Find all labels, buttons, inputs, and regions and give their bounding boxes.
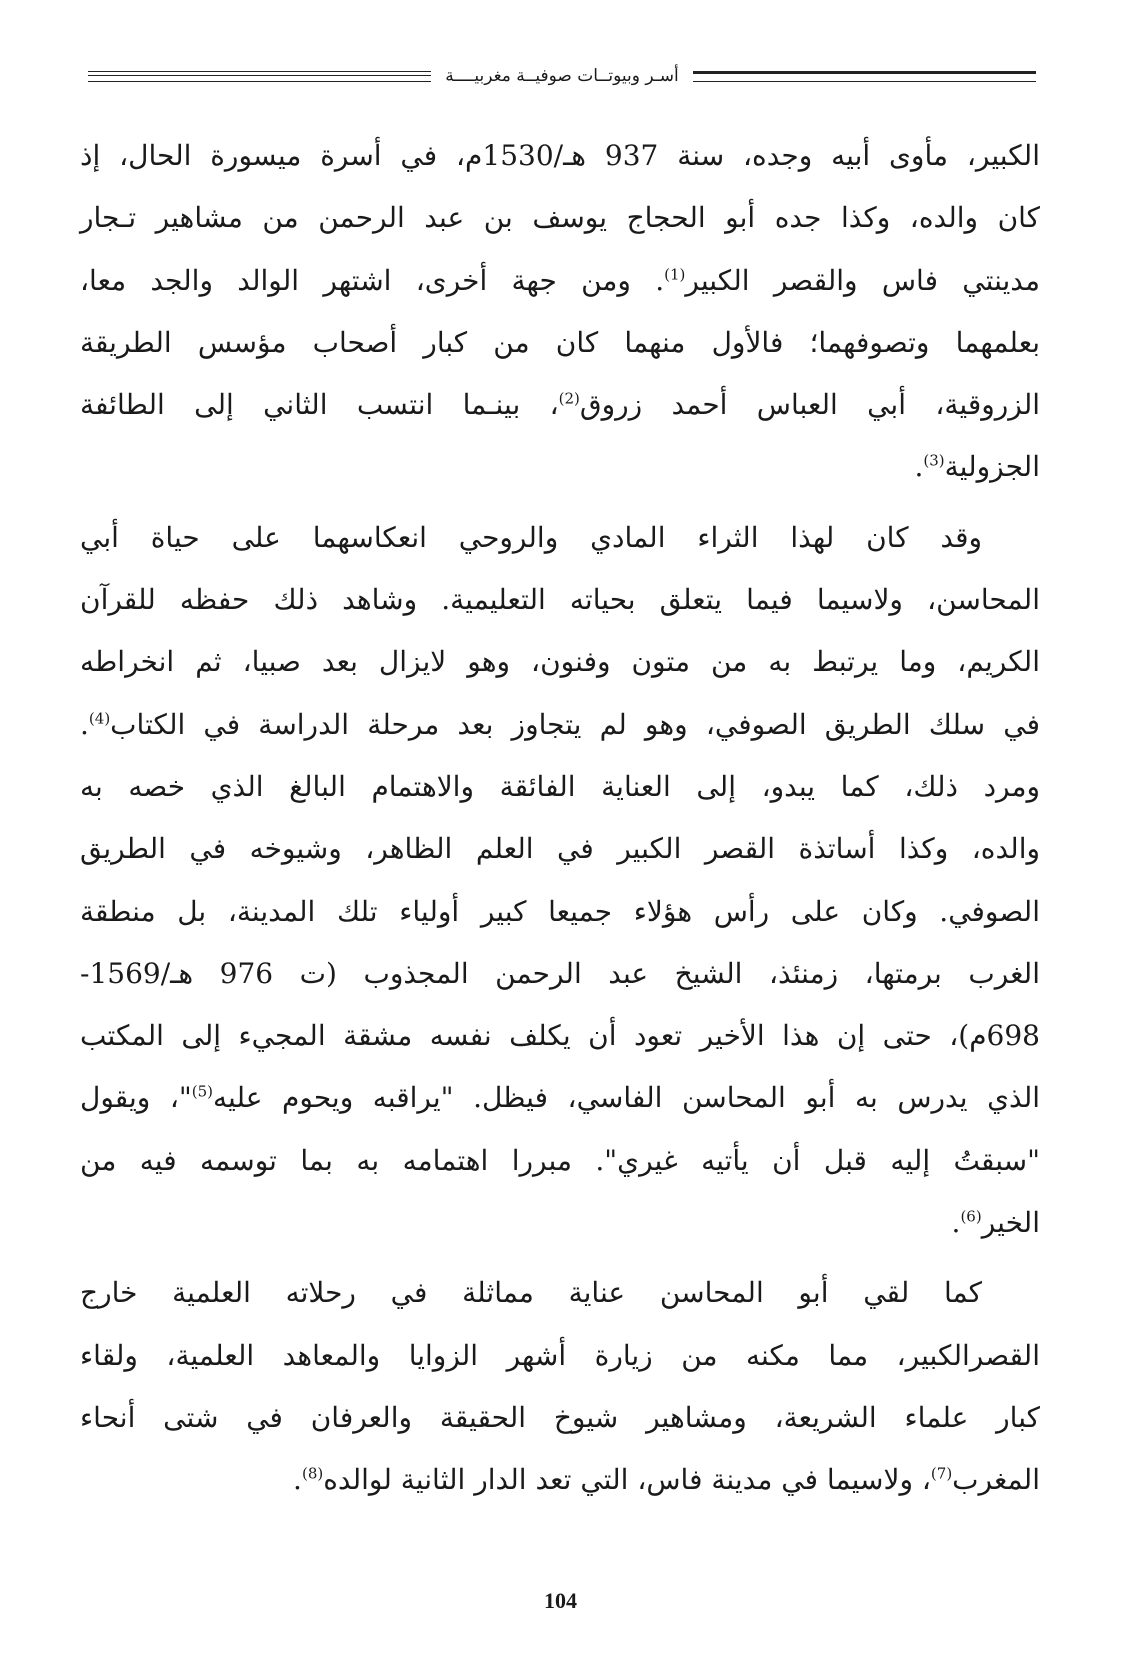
footnote-marker: (7)	[930, 1464, 953, 1483]
text-line: الزروقية، أبي العباس أحمد زروق$^{(2)}$، بينـما انتسب الثاني إلى الطائفة	[80, 388, 1040, 422]
paragraph-3	[80, 1262, 1040, 1511]
text-line: الصوفي. وكان على رأس هؤلاء جميعا كبير أولياء تلك المدينة، بل منطقة	[80, 894, 1040, 928]
text-line: بعلمهما وتصوفهما؛ فالأول منهما كان من كبار أصحاب مؤسس الطريقة	[80, 325, 1040, 359]
text-line: كان والده، وكذا جده أبو الحجاج يوسف بن عبد الرحمن من مشاهير تـجار	[80, 201, 1040, 235]
footnote-marker: (6)	[960, 1207, 982, 1226]
text-line: كما لقي أبو المحاسن عناية مماثلة في رحلاته العلمية خارج	[80, 1276, 982, 1310]
text-line: الكبير، مأوى أبيه وجده، سنة 937 هـ/1530م، في أسرة ميسورة الحال، إذ	[80, 139, 1040, 172]
paragraph-1	[80, 125, 1040, 499]
text-line: مدينتي فاس والقصر الكبير$^{(1)}$. ومن جهة أخرى، اشتهر الوالد والجد معا،	[80, 263, 1041, 297]
running-header	[88, 62, 1036, 90]
text-line: 698م)، حتى إن هذا الأخير تعود أن يكلف نفسه مشقة المجيء إلى المكتب	[80, 1019, 1040, 1053]
text-line: الذي يدرس به أبو المحاسن الفاسي، فيظل. "يراقبه ويحوم عليه$^{(5)}$"، ويقول	[80, 1081, 1040, 1115]
text-line: الجزولية$^{(3)}$.	[914, 450, 1040, 484]
footnote-marker: (5)	[191, 1083, 214, 1102]
text-line: والده، وكذا أساتذة القصر الكبير في العلم الظاهر، وشيوخه في الطريق	[80, 832, 1040, 866]
text-line: الخير$^{(6)}$.	[951, 1206, 1040, 1240]
text-line: المغرب$^{(7)}$، ولاسيما في مدينة فاس، التي تعد الدار الثانية لوالده$^{(8)}$.	[293, 1463, 1040, 1497]
footnote-marker: (2)	[558, 389, 580, 408]
text-line: الكريم، وما يرتبط به من متون وفنون، وهو لايزال بعد صبيا، ثم انخراطه	[80, 645, 1040, 679]
text-line: وقد كان لهذا الثراء المادي والروحي انعكاسهما على حياة أبي	[80, 520, 982, 554]
footnote-marker: (4)	[88, 709, 111, 728]
footnote-marker: (8)	[301, 1464, 324, 1483]
header-rule-left	[88, 71, 431, 82]
text-line: ومرد ذلك، كما يبدو، إلى العناية الفائقة والاهتمام البالغ الذي خصه به	[80, 769, 1041, 803]
text-line: الغرب برمتها، زمنئذ، الشيخ عبد الرحمن المجذوب (ت 976 هـ/1569-	[80, 956, 1040, 990]
text-line: "سبقتُ إليه قبل أن يأتيه غيري". مبررا اهتمامه به بما توسمه فيه من	[80, 1143, 1040, 1177]
body-text	[80, 125, 1040, 1520]
text-line: المحاسن، ولاسيما فيما يتعلق بحياته التعليمية. وشاهد ذلك حفظه للقرآن	[80, 583, 1040, 617]
text-line: في سلك الطريق الصوفي، وهو لم يتجاوز بعد مرحلة الدراسة في الكتاب$^{(4)}$.	[80, 707, 1040, 741]
text-line: كبار علماء الشريعة، ومشاهير شيوخ الحقيقة والعرفان في شتى أنحاء	[80, 1400, 1040, 1434]
page-number: 104	[544, 1588, 577, 1613]
text-line: القصرالكبير، مما مكنه من زيارة أشهر الزوايا والمعاهد العلمية، ولقاء	[80, 1338, 1040, 1372]
footnote-marker: (3)	[923, 452, 945, 471]
header-rule-right	[693, 71, 1036, 82]
header-title: أسـر وبيوتــات صوفيــة مغربيــــة	[445, 66, 679, 86]
footnote-marker: (1)	[664, 265, 686, 284]
paragraph-2	[80, 507, 1040, 1255]
